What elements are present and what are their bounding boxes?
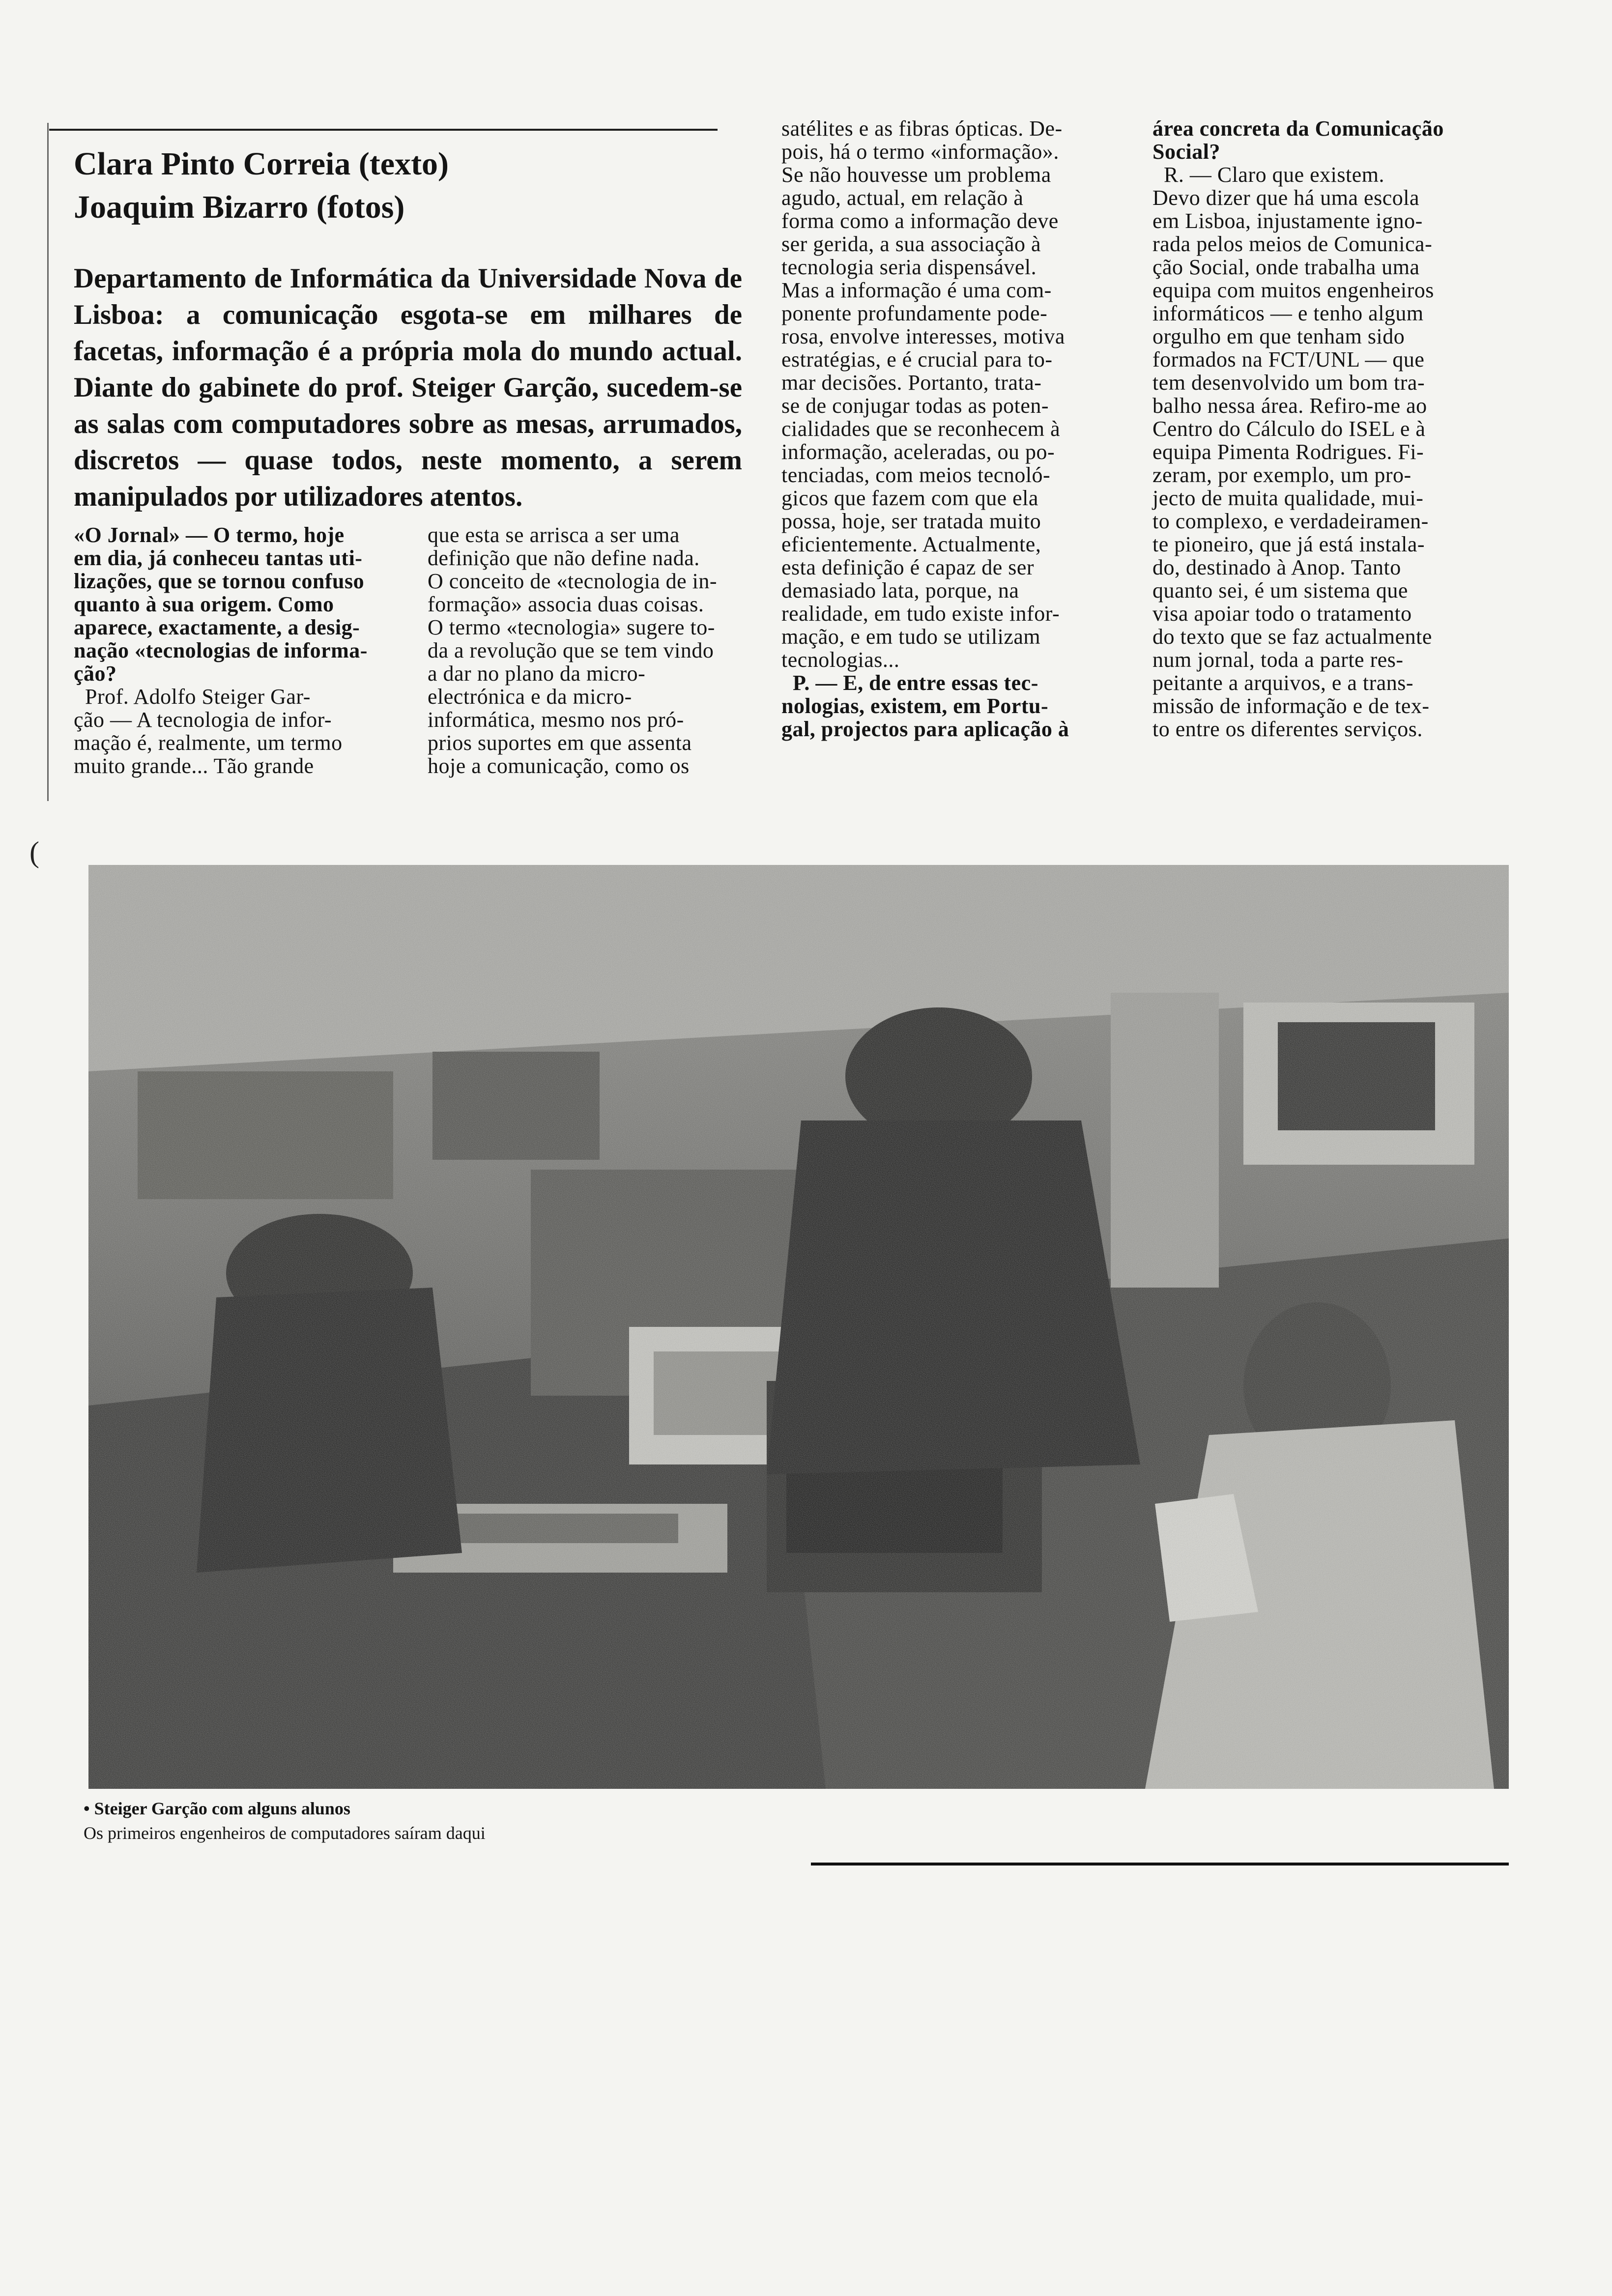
column-3-text: satélites e as fibras ópticas. De- pois, há o termo «informação». Se não houvesse um problema agudo, actual, em relação à forma como a informação deve ser gerida, a sua associação à tecnologia seria dispensável. Mas a informação é uma com- ponente profundamente pode- rosa, envolve interesses, motiva estratégias, e é crucial para to- mar decisões. Portanto, trata- se de conjugar todas as poten- cialidades que se reconhecem à informação, aceleradas, ou po- tenciadas, com meios tecnoló- gicos que fazem com que ela possa, hoje, ser tratada muito eficientemente. Actualmente, esta definição é capaz de ser demasiado lata, porque, na realidade, em tudo existe infor- mação, e em tudo se utilizam tecnologias...	[781, 116, 1065, 672]
byline-author: Clara Pinto Correia (texto)	[74, 146, 449, 182]
interview-answer-2: R. — Claro que existem. Devo dizer que há uma escola em Lisboa, injustamente igno- rada pelos meios de Comunica- ção Social, onde trabalha uma equipa com muitos engenheiros informáticos — e tenho algum orgulho em que tenham sido formados na FCT/UNL — que tem desenvolvido um bom tra- balho nessa área. Refiro-me ao Centro do Cálculo do ISEL e à equipa Pimenta Rodrigues. Fi- zeram, por exemplo, um pro- jecto de muita qualidade, mui- to complexo, e verdadeiramen- te pioneiro, que já está instala- do, destinado à Anop. Tanto quanto sei, é um sistema que visa apoiar todo o tratamento do texto que se faz actualmente num jornal, toda a parte res- peitante a arquivos, e a trans- missão de informação e de tex- to entre os diferentes serviços.	[1152, 163, 1434, 741]
byline-photographer: Joaquim Bizarro (fotos)	[74, 189, 405, 225]
article-column-4	[1152, 117, 1506, 741]
header-rule	[49, 129, 718, 131]
article-column-3	[781, 117, 1130, 741]
interview-question-2-end: área concreta da Comunicação Social?	[1152, 116, 1444, 164]
caption-line-2: Os primeiros engenheiros de computadores saíram daqui	[84, 1823, 486, 1843]
margin-mark: (	[29, 836, 39, 868]
article-photo	[88, 865, 1509, 1789]
footer-rule	[811, 1863, 1509, 1866]
left-margin-rule	[47, 123, 49, 801]
photo-caption	[84, 1796, 486, 1845]
lead-paragraph: Departamento de Informática da Universidade Nova de Lisboa: a comunicação esgota-se em milhares de facetas, informação é a própria mola do mundo actual. Diante do gabinete do prof. Steiger Garção, sucedem-se as salas com computadores sobre as mesas, arrumados, discretos — quase todos, neste momento, a serem manipulados por utilizadores atentos.	[74, 263, 742, 512]
caption-line-1: • Steiger Garção com alguns alunos	[84, 1799, 350, 1818]
article-column-2: que esta se arrisca a ser uma definição que não define nada. O conceito de «tecnologia de in- formação» associa duas coisas. O termo «tecnologia» sugere to- da a revolução que se tem vindo a dar no plano da micro- electrónica e da micro- informática, mesmo nos pró- prios suportes em que assenta hoje a comunicação, como os	[428, 523, 718, 778]
byline	[74, 143, 449, 229]
interview-answer-1: Prof. Adolfo Steiger Gar- ção — A tecnologia de infor- mação é, realmente, um termo muito grande... Tão grande	[74, 685, 343, 778]
interview-question-2: P. — E, de entre essas tec- nologias, existem, em Portu- gal, projectos para aplicação à	[781, 671, 1069, 741]
photo-illustration	[88, 865, 1509, 1789]
interview-question-1: «O Jornal» — O termo, hoje em dia, já conheceu tantas uti- lizações, que se tornou confuso quanto à sua origem. Como aparece, exactamente, a desig- nação «tecnologias de informa- ção?	[74, 523, 368, 686]
article-column-1	[74, 523, 398, 777]
